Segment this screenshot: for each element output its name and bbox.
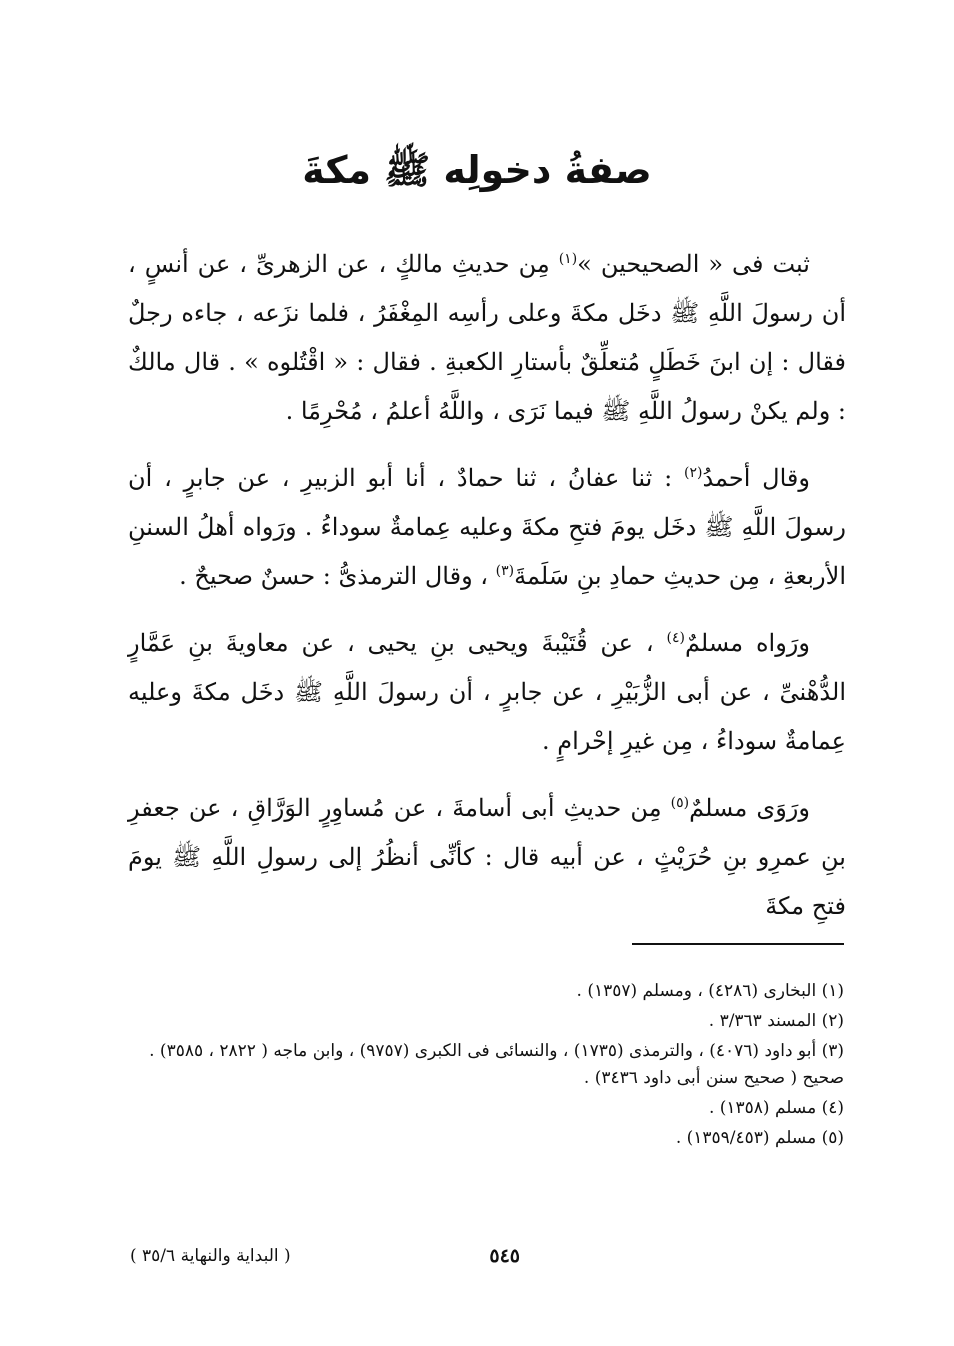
paragraph-1 [128,240,846,436]
footnote-1: (١) البخارى (٤٢٨٦) ، ومسلم (١٣٥٧) . [576,981,844,1001]
paragraph-3 [128,619,846,766]
paragraph-2-text: وقال أحمدُ [702,464,810,492]
paragraph-2 [128,454,846,601]
paragraph-4-text: ورَوَى مسلمٌ [689,794,810,822]
footnote-4: (٤) مسلم (١٣٥٨) . [708,1098,844,1118]
footnote-5: (٥) مسلم (١٣٥٩/٤٥٣) . [675,1128,844,1148]
footnote-separator [632,943,844,945]
paragraph-1-text: ثبت فى « الصحيحين » [577,250,810,278]
paragraph-4 [128,784,846,931]
paragraph-2-text-cont: : ثنا عفانُ ، ثنا حمادٌ ، أنا أبو الزبيرِ ، عن جابرٍ ، أن رسولَ اللَّهِ ﷺ دخَل يومَ فتحِ مكةَ وعليه عِمامةٌ سوداءُ . ورَواه أهلُ السننِ الأربعةِ ، مِن حديثِ حمادِ بنِ سَلَمةَ [128,464,846,590]
footnote-ref-5: (٥) [670,795,690,811]
paragraph-3-text: ورَواه مسلمٌ [684,629,810,657]
footnotes [132,978,844,1155]
book-reference: ( البداية والنهاية ٣٥/٦ ) [130,1246,291,1266]
page-number: ٥٤٥ [489,1245,520,1267]
paragraph-1-text-cont: مِن حديثِ مالكٍ ، عن الزهرىِّ ، عن أنسٍ ، أن رسولَ اللَّهِ ﷺ دخَل مكةَ وعلى رأسِه المِغْفَرُ ، فلما نزَعه ، جاءه رجلٌ فقال : إن ابنَ خَطَلٍ مُتعلِّقٌ بأستارِ الكعبةِ . فقال : « اقْتُلوه » . قال مالكٌ : ولم يكنْ رسولُ اللَّهِ ﷺ فيما نَرَى ، واللَّهُ أعلمُ ، مُحْرِمًا . [128,250,846,425]
main-text [128,240,846,931]
footnote-ref-1: (١) [558,251,578,267]
chapter-title: صفةُ دخولِه ﷺ مكةَ [302,148,652,192]
footnote-ref-2: (٢) [683,465,703,481]
paragraph-2-text-end: ، وقال الترمذىُّ : حسنٌ صحيحٌ . [179,562,496,590]
footnote-ref-3: (٣) [495,563,515,579]
footnote-ref-4: (٤) [666,630,685,646]
paragraph-4-text-cont: مِن حديثِ أبى أسامةَ ، عن مُساوِرٍ الوَرَّاقِ ، عن جعفرِ بنِ عمرِو بنِ حُرَيْثٍ ، عن أبيه قال : كأنِّى أنظُرُ إلى رسولِ اللَّهِ ﷺ يومَ فتحِ مكةَ [128,794,846,920]
paragraph-3-text-cont: ، عن قُتَيْبةَ ويحيى بنِ يحيى ، عن معاويةَ بنِ عَمَّارٍ الدُّهْنىِّ ، عن أبى الزُّبَيْرِ ، عن جابرٍ ، أن رسولَ اللَّهِ ﷺ دخَل مكةَ وعليه عِمامةٌ سوداءُ ، مِن غيرِ إحْرامٍ . [128,629,846,755]
footnote-2: (٢) المسند ٣/٣٦٣ . [708,1011,844,1031]
footnote-3: (٣) أبو داود (٤٠٧٦) ، والترمذى (١٧٣٥) ، والنسائى فى الكبرى (٩٧٥٧) ، وابن ماجه ( ٢٨٢٢ ، ٣٥٨٥) . صحيح ( صحيح سنن أبى داود ٣٤٣٦) . [149,1041,844,1088]
